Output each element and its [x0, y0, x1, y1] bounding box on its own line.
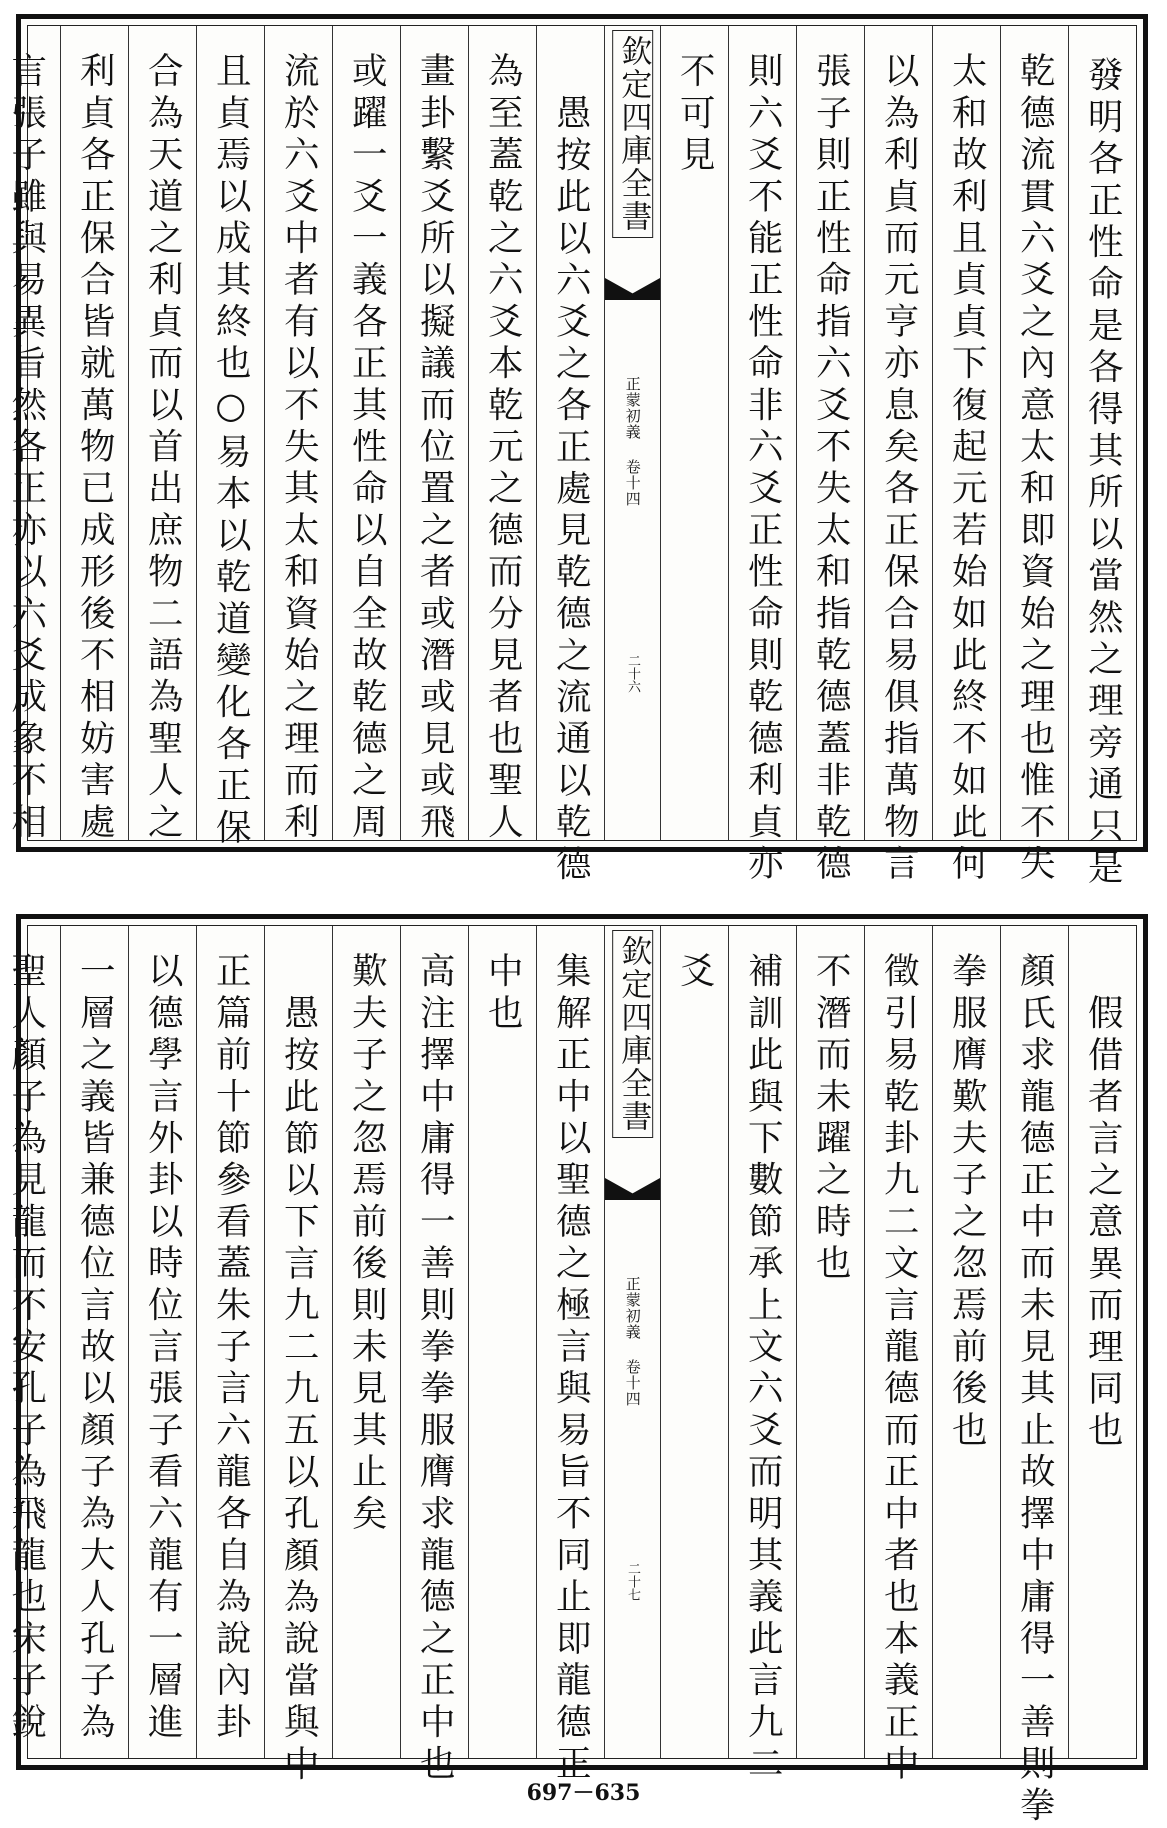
- column-text: 一層之義皆兼德位言故以顏子為大人孔子為: [74, 952, 116, 1745]
- column-text: 假借者言之意異而理同也: [1082, 994, 1124, 1453]
- folio-number: 二十六: [625, 654, 640, 693]
- column-text: 爻: [674, 952, 716, 994]
- page-id-footer: 697－635: [526, 1780, 641, 1806]
- text-column: [332, 26, 400, 845]
- text-column: [536, 926, 604, 1786]
- text-column: [796, 926, 864, 1758]
- header-title: 欽定四庫全書: [612, 930, 654, 1138]
- text-column: [468, 926, 536, 1758]
- fish-tail-ornament: [605, 278, 660, 300]
- text-column: [660, 926, 728, 1758]
- column-text: 高注擇中庸得一善則拳拳服膺求龍德之正中也: [414, 952, 456, 1786]
- text-column: [264, 26, 332, 845]
- text-column: [864, 26, 932, 886]
- text-column: [1000, 926, 1068, 1828]
- center-gutter: [604, 926, 660, 1758]
- column-text: 流於六爻中者有以不失其太和資始之理而利: [278, 52, 320, 845]
- section-label: 正蒙初義 卷十四: [623, 376, 642, 507]
- center-gutter: [604, 26, 660, 840]
- column-text: 聖人顏子為見龍而不安孔子為飛龍也宋子銳: [5, 952, 47, 1745]
- text-column: [1000, 26, 1068, 886]
- column-text: 合為天道之利貞而以首出庶物二語為聖人之: [142, 52, 184, 845]
- column-text: 為至蓋乾之六爻本乾元之德而分見者也聖人: [482, 52, 524, 845]
- text-column: [128, 26, 196, 845]
- text-column: [0, 26, 60, 845]
- text-column: [796, 26, 864, 886]
- column-text: 乾德流貫六爻之內意太和即資始之理也惟不失: [1014, 52, 1056, 886]
- text-column: [660, 26, 728, 840]
- column-text: 以為利貞而元亨亦息矣各正保合易俱指萬物言: [878, 52, 920, 886]
- column-text: 歎夫子之忽焉前後則未見其止矣: [346, 952, 388, 1536]
- text-column: [864, 926, 932, 1786]
- column-text: 言張子雖與易異旨然各正亦以六爻成象不相: [5, 52, 47, 845]
- column-grid-top: [5, 26, 1136, 890]
- column-text: 太和故利且貞貞下復起元若始如此終不如此何: [946, 52, 988, 886]
- header-title: 欽定四庫全書: [612, 30, 654, 238]
- text-column: [196, 926, 264, 1758]
- page-top: [5, 14, 1148, 890]
- text-column: [60, 926, 128, 1758]
- fish-tail-ornament: [605, 1178, 660, 1200]
- text-column: [196, 26, 264, 850]
- text-column: [468, 26, 536, 845]
- text-column: [932, 26, 1000, 886]
- text-column: [932, 926, 1000, 1758]
- column-text: 顏氏求龍德正中而未見其止故擇中庸得一善則拳: [1014, 952, 1056, 1828]
- text-column: [332, 926, 400, 1758]
- column-text: 畫卦繫爻所以擬議而位置之者或潛或見或飛: [414, 52, 456, 845]
- column-text: 以德學言外卦以時位言張子看六龍有一層進: [142, 952, 184, 1745]
- column-text: 正篇前十節參看蓋朱子言六龍各自為說內卦: [210, 952, 252, 1745]
- column-text: 或躍一爻一義各正其性命以自全故乾德之周: [346, 52, 388, 845]
- column-text: 愚按此以六爻之各正處見乾德之流通以乾德: [550, 94, 592, 887]
- text-column: [400, 926, 468, 1786]
- text-column: [60, 26, 128, 845]
- text-column: [1068, 926, 1136, 1758]
- column-text: 集解正中以聖德之極言與易旨不同止即龍德正: [550, 952, 592, 1786]
- text-column: [0, 926, 60, 1758]
- text-column: [536, 26, 604, 887]
- text-column: [1068, 26, 1136, 890]
- text-column: [264, 926, 332, 1787]
- text-column: [728, 26, 796, 886]
- folio-number: 二十七: [625, 1562, 640, 1601]
- column-text: 拳服膺歎夫子之忽焉前後也: [946, 952, 988, 1453]
- column-text: 則六爻不能正性命非六爻正性命則乾德利貞亦: [742, 52, 784, 886]
- section-label: 正蒙初義 卷十四: [623, 1276, 642, 1407]
- column-text: 利貞各正保合皆就萬物已成形後不相妨害處: [74, 52, 116, 845]
- column-text: 中也: [482, 952, 524, 1036]
- text-column: [128, 926, 196, 1758]
- column-text: 不潛而未躍之時也: [810, 952, 852, 1286]
- column-text: 發明各正性命是各得其所以當然之理旁通只是: [1082, 56, 1124, 890]
- column-text: 張子則正性命指六爻不失太和指乾德蓋非乾德: [810, 52, 852, 886]
- column-text: 不可見: [674, 52, 716, 178]
- text-column: [400, 26, 468, 845]
- column-text: 愚按此節以下言九二九五以孔顏為說當與中: [278, 994, 320, 1787]
- column-text: 補訓此與下數節承上文六爻而明其義此言九二: [742, 952, 784, 1786]
- column-text: 且貞焉以成其終也○易本以乾道變化各正保: [210, 52, 252, 850]
- text-column: [728, 926, 796, 1786]
- column-text: 徵引易乾卦九二文言龍德而正中者也本義正中: [878, 952, 920, 1786]
